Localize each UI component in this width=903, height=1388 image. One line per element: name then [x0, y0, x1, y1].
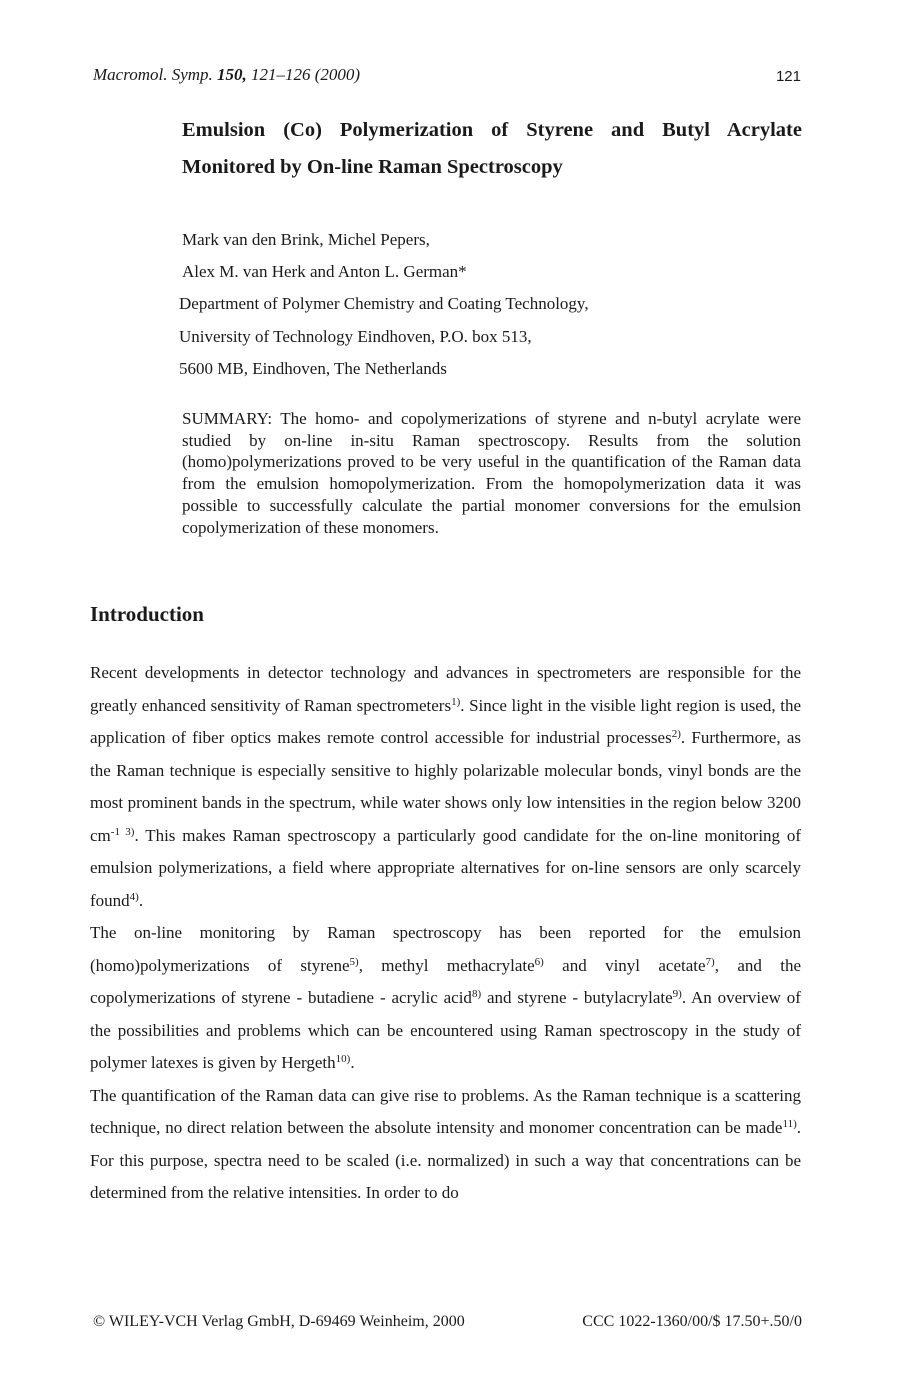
- citation-ref: 7): [705, 955, 715, 968]
- introduction-body: [90, 657, 801, 1210]
- journal-reference: [93, 65, 360, 85]
- author-list: [182, 224, 467, 288]
- citation-ref: 6): [534, 955, 544, 968]
- journal-name: Macromol. Symp.: [93, 65, 213, 84]
- paper-title-line-1: Emulsion (Co) Polymerization of Styrene and Butyl Acrylate: [182, 119, 802, 141]
- paper-title: [182, 112, 802, 186]
- affiliation-line-1: Department of Polymer Chemistry and Coating Technology,: [179, 294, 589, 313]
- citation-ref: 8): [471, 988, 482, 1000]
- citation-ref: 9): [672, 988, 682, 1000]
- paper-title-line-2: Monitored by On-line Raman Spectroscopy: [182, 156, 563, 178]
- author-line-2: Alex M. van Herk and Anton L. German*: [182, 262, 467, 281]
- author-line-1: Mark van den Brink, Michel Pepers,: [182, 230, 430, 249]
- paragraph-2: The on-line monitoring by Raman spectroscopy has been reported for the emulsion (homo)polymerizations of styrene$^{5)}$, methyl methacrylate$^{6)}$ and vinyl acetate$^{7)}$, and the copolymerizations of styrene - butadiene - acrylic acid$^{8)}$ and styrene - butylacrylate$^{9)}$. An overview of the possibilities and problems which can be encountered using Raman spectroscopy in the study of polymer latexes is given by Hergeth$^{10)}$.: [90, 923, 801, 1072]
- citation-ref: 2): [671, 728, 681, 740]
- journal-pages-year: 121–126 (2000): [251, 65, 361, 84]
- footer-publisher: © WILEY-VCH Verlag GmbH, D-69469 Weinheim, 2000: [93, 1313, 465, 1330]
- section-heading-introduction: Introduction: [90, 602, 204, 626]
- page-number: 121: [775, 68, 801, 85]
- affiliation: [179, 288, 589, 386]
- footer-code: CCC 1022-1360/00/$ 17.50+.50/0: [582, 1313, 802, 1330]
- citation-ref: 1): [451, 695, 461, 708]
- citation-ref: -1 3): [110, 825, 135, 838]
- journal-volume: 150,: [217, 65, 247, 84]
- paragraph-3: The quantification of the Raman data can give rise to problems. As the Raman technique is a scattering technique, no direct relation between the absolute intensity and monomer concentration can be made$^{11)}$. For this purpose, spectra need to be scaled (i.e. normalized) in such a way that concentrations can be determined from the relative intensities. In order to do: [90, 1085, 801, 1202]
- paragraph-1: Recent developments in detector technology and advances in spectrometers are responsible for the greatly enhanced sensitivity of Raman spectrometers$^{1)}$. Since light in the visible light region is used, the application of fiber optics makes remote control accessible for industrial processes$^{2)}$. Furthermore, as the Raman technique is especially sensitive to highly polarizable molecular bonds, vinyl bonds are the most prominent bands in the spectrum, while water shows only low intensities in the region below 3200 $cm^{-1 3)}$. This makes Raman spectroscopy a particularly good candidate for the on-line monitoring of emulsion polymerizations, a field where appropriate alternatives for on-line sensors are only scarcely found$^{4)}$.: [90, 663, 802, 910]
- citation-ref: 4): [129, 890, 139, 903]
- citation-ref: 10): [335, 1053, 351, 1065]
- citation-ref: 5): [349, 955, 359, 968]
- citation-ref: 11): [782, 1118, 797, 1130]
- affiliation-line-3: 5600 MB, Eindhoven, The Netherlands: [179, 359, 447, 378]
- abstract-summary: SUMMARY: The homo- and copolymerizations of styrene and n-butyl acrylate were studied by on-line in-situ Raman spectroscopy. Results from the solution (homo)polymerizations proved to be very useful in the quantification of the Raman data from the emulsion homopolymerization. From the homopolymerization data it was possible to successfully calculate the partial monomer conversions for the emulsion copolymerization of these monomers.: [182, 409, 801, 537]
- affiliation-line-2: University of Technology Eindhoven, P.O. box 513,: [179, 326, 532, 346]
